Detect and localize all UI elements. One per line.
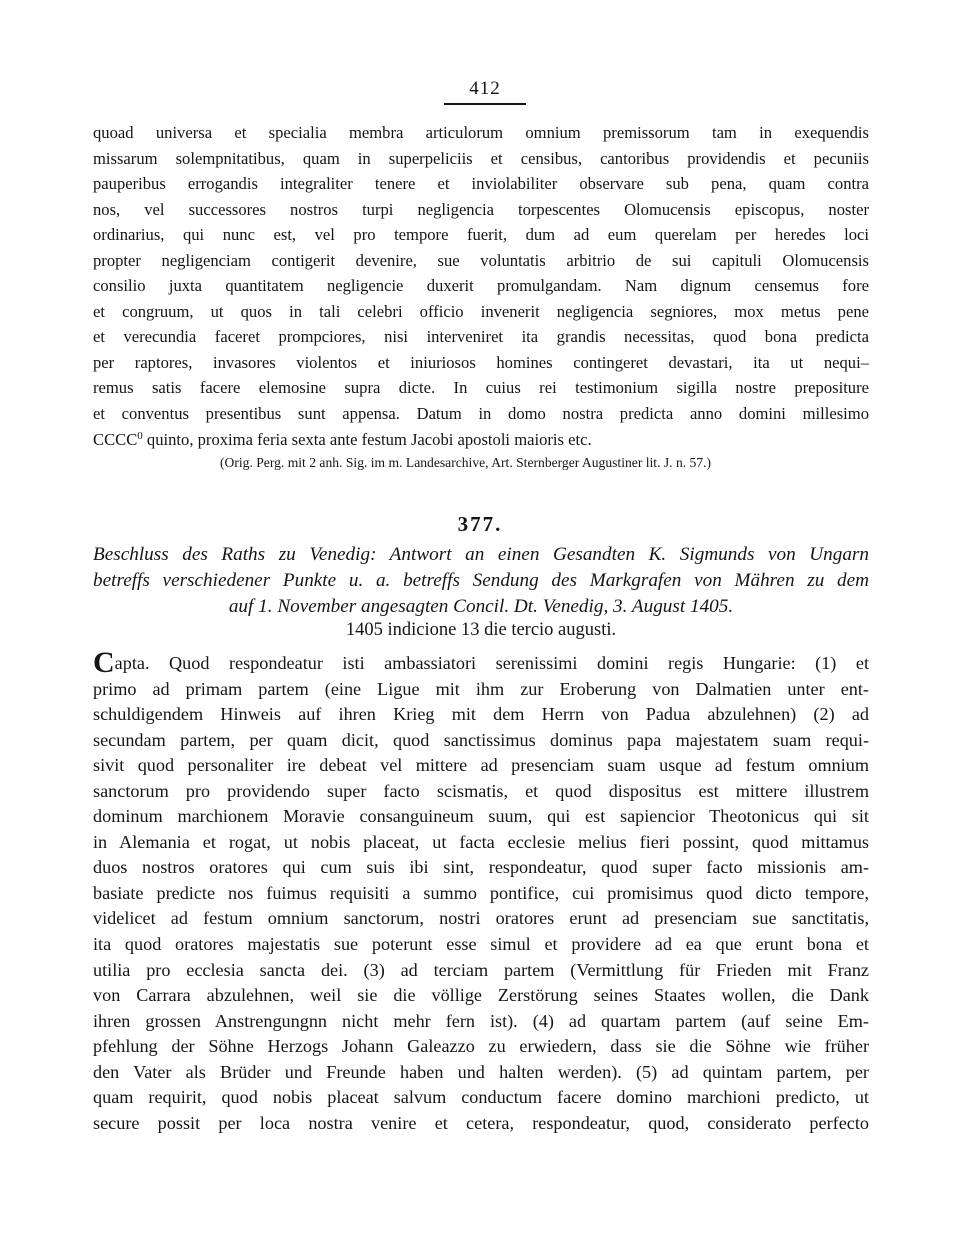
superscript-numeral: 0	[137, 429, 143, 442]
text-line: et verecundia faceret prompciores, nisi interveniret ita grandis necessitas, quod bona predicta	[93, 327, 869, 347]
text-line: pfehlung der Söhne Herzogs Johann Galeazzo zu erwiedern, dass sie die Söhne wie früher	[93, 1036, 869, 1057]
text-line: pauperibus errogandis integraliter tenere et inviolabiliter observare sub pena, quam contra	[93, 174, 869, 194]
text-line: remus satis facere elemosine supra dicte. In cuius rei testimonium sigilla nostre prepositure	[93, 378, 869, 398]
text-line: missarum solempnitatibus, quam in superpeliciis et censibus, cantoribus providendis et pecuniis	[93, 148, 869, 168]
text-line: et congruum, ut quos in tali celebri officio invenerit negligencia segniores, mox metus pene	[93, 301, 869, 321]
text-line: duos nostros oratores qui cum suis ibi sint, respondeatur, quod super facto missionis am-	[93, 857, 869, 878]
text-line: per raptores, invasores violentos et iniuriosos homines contingeret devastari, ita ut nequi–	[93, 352, 869, 372]
text-line: nos, vel successores nostros turpi negligencia torpescentes Olomucensis episcopus, noster	[93, 199, 869, 219]
document-heading-line: betreffs verschiedener Punkte u. a. betreffs Sendung des Markgrafen von Mähren zu dem	[93, 570, 869, 591]
text-line: in Alemania et rogat, ut nobis placeat, ut facta ecclesie melius fieri possint, quod mittamus	[93, 831, 869, 852]
text-line: schuldigendem Hinweis auf ihren Krieg mit dem Herrn von Padua abzulehnen) (2) ad	[93, 704, 869, 725]
text-line: basiate predicte nos fuimus requisiti a summo pontifice, cui promisimus quod dicto tempore,	[93, 882, 869, 903]
text-line-last	[93, 427, 869, 453]
date-line: 1405 indicione 13 die tercio augusti.	[345, 620, 617, 640]
drop-initial: C	[93, 646, 115, 679]
text-line: et conventus presentibus sunt appensa. Datum in domo nostra predicta anno domini millesimo	[93, 404, 869, 424]
text-line: ordinarius, qui nunc est, vel pro tempore fuerit, dum ad eum querelam per heredes loci	[93, 225, 869, 245]
text-line: propter negligenciam contigerit devenire, sue voluntatis arbitrio de sui capituli Olomucensis	[93, 250, 869, 270]
text-line: von Carrara abzulehnen, weil sie die völlige Zerstörung seines Staates wollen, die Dank	[93, 985, 869, 1006]
text-line: sivit quod personaliter ire debeat vel mittere ad presenciam suam usque ad festum omnium	[93, 755, 869, 776]
resolution-paragraph	[93, 646, 869, 1136]
year-numeral: CCCC	[93, 429, 138, 449]
text-line: secundam partem, per quam dicit, quod sanctissimus dominus papa majestatem suam requi-	[93, 729, 869, 750]
text-line: den Vater als Brüder und Freunde haben und halten werden). (5) ad quintam partem, per	[93, 1061, 869, 1082]
document-heading-line: auf 1. November angesagten Concil. Dt. Venedig, 3. August 1405.	[228, 596, 734, 617]
text-line: videlicet ad festum omnium sanctorum, nostri oratores erunt ad presenciam sue sanctitatis,	[93, 908, 869, 929]
text-line: utilia pro ecclesia sancta dei. (3) ad terciam partem (Vermittlung für Frieden mit Franz	[93, 959, 869, 980]
page-number: 412	[469, 78, 501, 99]
page-number-rule	[444, 103, 526, 105]
text-line: secure possit per loca nostra venire et cetera, respondeatur, quod, considerato perfecto	[93, 1112, 869, 1133]
first-line-text: apta. Quod respondeatur isti ambassiatori serenissimi domini regis Hungarie: (1) et	[114, 653, 869, 673]
source-note: (Orig. Perg. mit 2 anh. Sig. im m. Landesarchive, Art. Sternberger Augustiner lit. J. n. 57.)	[220, 455, 712, 470]
document-number: 377.	[457, 512, 503, 536]
charter-paragraph	[93, 120, 869, 452]
text-line-first	[93, 646, 869, 679]
text-line: dominum marchionem Moravie consanguineum suum, qui est sapiencior Theotonicus qui sit	[93, 806, 869, 827]
text-line: primo ad primam partem (eine Ligue mit ihm zur Eroberung von Dalmatien unter ent-	[93, 678, 869, 699]
text-line: sanctorum pro providendo super facto scismatis, et quod dispositus est mittere illustrem	[93, 780, 869, 801]
date-text: quinto, proxima feria sexta ante festum Jacobi apostoli maioris etc.	[142, 429, 592, 449]
text-line: quoad universa et specialia membra articulorum omnium premissorum tam in exequendis	[93, 123, 869, 142]
text-line: ihren grossen Anstrengungnn nicht mehr fern ist). (4) ad quartam partem (auf seine Em-	[93, 1010, 869, 1031]
text-line: quam requirit, quod nobis placeat salvum conductum facere domino marchioni predicto, ut	[93, 1087, 869, 1108]
text-line: consilio juxta quantitatem negligencie duxerit promulgandam. Nam dignum censemus fore	[93, 276, 869, 296]
document-heading-line: Beschluss des Raths zu Venedig: Antwort an einen Gesandten K. Sigmunds von Ungarn	[93, 544, 869, 565]
text-line: ita quod oratores majestatis sue poterunt esse simul et providere ad ea que erunt bona et	[93, 934, 869, 955]
